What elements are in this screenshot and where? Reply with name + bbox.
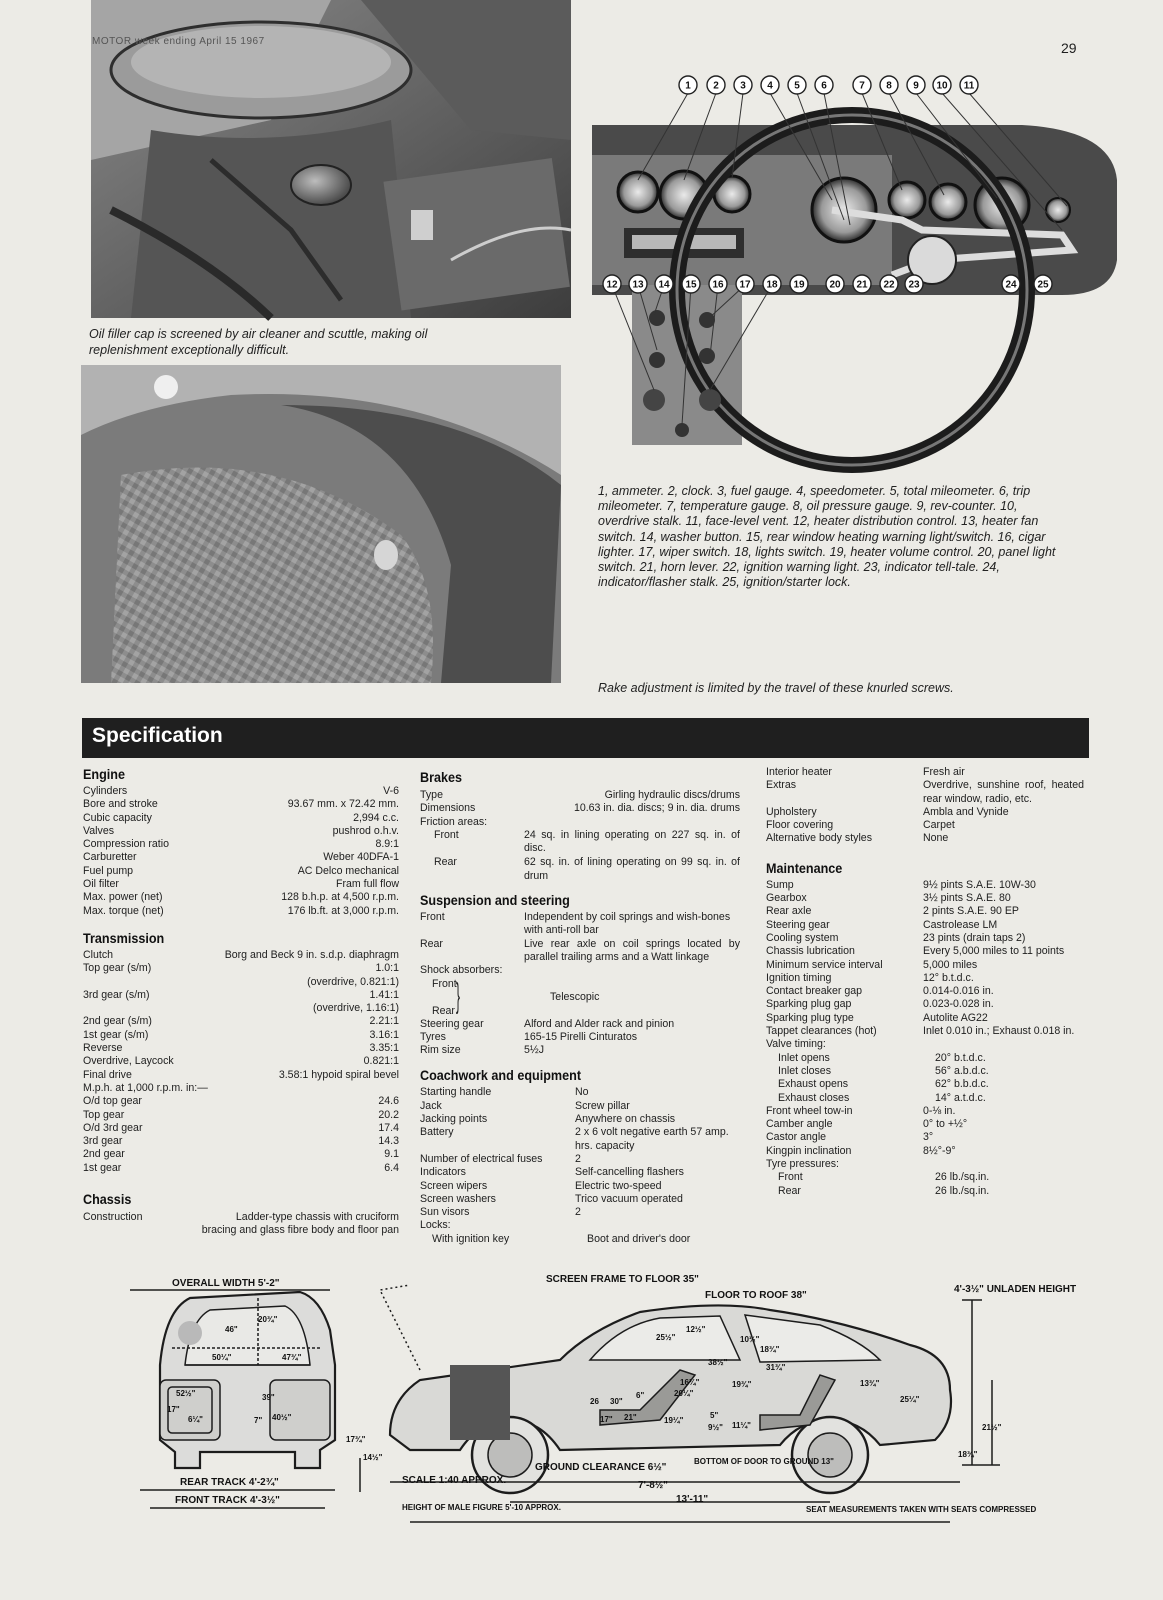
transmission-row: M.p.h. at 1,000 r.p.m. in:— — [83, 1081, 208, 1094]
maintenance-row: Camber angle 0° to +½° — [766, 1118, 968, 1131]
engine-row: Carburetter Weber 40DFA-1 — [83, 851, 399, 864]
transmission-row: 1st gear (s/m) 3.16:1 — [83, 1028, 399, 1041]
svg-text:21: 21 — [856, 279, 868, 291]
coachwork-row: Screen washers Trico vacuum operated — [420, 1192, 683, 1205]
spec-column-3 — [766, 766, 1084, 1198]
svg-text:1: 1 — [685, 80, 691, 92]
coachwork-row: With ignition key Boot and driver's door — [432, 1232, 691, 1245]
suspension-row: Tyres 165-15 Pirelli Cinturatos — [420, 1030, 638, 1043]
svg-text:6": 6" — [636, 1391, 645, 1400]
suspension-row: Steering gear Alford and Alder rack and pinion — [420, 1017, 675, 1030]
maintenance-table — [766, 879, 1084, 1198]
brakes-type-row: Type Girling hydraulic discs/drums — [420, 789, 740, 801]
rake-caption: Rake adjustment is limited by the travel of these knurled screws. — [598, 681, 954, 695]
floor-roof-label: FLOOR TO ROOF 38" — [705, 1290, 807, 1301]
transmission-row: (overdrive, 0.821:1) — [307, 975, 399, 988]
svg-text:19¼": 19¼" — [664, 1416, 684, 1425]
maintenance-row: Inlet opens 20° b.t.d.c. — [778, 1051, 986, 1064]
front-track-label: FRONT TRACK 4'-3½" — [175, 1495, 280, 1506]
transmission-row: Top gear (s/m) 1.0:1 — [83, 962, 399, 975]
engine-table — [83, 785, 399, 918]
chassis-heading: Chassis — [83, 1191, 132, 1208]
length-label: 13'-11" — [676, 1494, 709, 1505]
engine-row: Oil filter Fram full flow — [83, 878, 399, 891]
svg-text:17": 17" — [600, 1415, 613, 1424]
svg-text:30": 30" — [610, 1397, 623, 1406]
svg-text:4'-3½" UNLADEN HEIGHT: 4'-3½" UNLADEN HEIGHT — [954, 1284, 1077, 1295]
suspension-rear-row: Rear Live rear axle on coil springs located by parallel trailing arms and a Watt linkage — [420, 937, 740, 963]
rear-track-label: REAR TRACK 4'-2¾" — [180, 1477, 279, 1488]
coachwork-row: Screen wipers Electric two-speed — [420, 1179, 662, 1192]
maintenance-row: Exhaust opens 62° b.b.d.c. — [778, 1078, 989, 1091]
svg-text:17": 17" — [167, 1405, 180, 1414]
oil-filler-caption: Oil filler cap is screened by air cleaner and scuttle, making oil replenishment exceptionally difficult. — [89, 327, 428, 357]
coachwork-row: Starting handle No — [420, 1086, 589, 1099]
dimension-diagram — [120, 1270, 1077, 1600]
svg-text:24: 24 — [1005, 279, 1017, 291]
svg-text:26: 26 — [590, 1397, 599, 1406]
wheelbase-label: 7'-8½" — [638, 1480, 668, 1491]
svg-text:19¾": 19¾" — [732, 1380, 752, 1389]
svg-text:12½": 12½" — [686, 1325, 706, 1334]
maintenance-row: Rear 26 lb./sq.in. — [778, 1184, 990, 1197]
coachwork-row: Number of electrical fuses 2 — [420, 1152, 581, 1165]
suspension-table — [420, 1018, 740, 1058]
male-figure-note: HEIGHT OF MALE FIGURE 5'-10 APPROX. — [402, 1503, 561, 1512]
maintenance-heading: Maintenance — [766, 859, 843, 876]
rake-adjustment-photo — [81, 365, 561, 683]
svg-text:14: 14 — [658, 279, 670, 291]
engine-row: Cylinders V-6 — [83, 785, 399, 797]
brakes-front-row: Front 24 sq. in lining operating on 227 sq. in. of disc. — [434, 828, 740, 855]
maintenance-row: Inlet closes 56° a.b.d.c. — [778, 1064, 989, 1077]
svg-text:4: 4 — [767, 80, 773, 92]
svg-text:17: 17 — [739, 279, 751, 291]
maintenance-row: Minimum service interval 5,000 miles — [766, 958, 978, 971]
brakes-rear-row: Rear 62 sq. in. of lining operating on 99 sq. in. of drum — [434, 856, 740, 882]
svg-text:20¼": 20¼" — [674, 1389, 694, 1398]
coachwork-row: Locks: — [420, 1219, 451, 1232]
svg-text:9: 9 — [913, 80, 919, 92]
svg-text:21½": 21½" — [982, 1423, 1002, 1432]
svg-text:23: 23 — [908, 279, 920, 291]
svg-text:18¾": 18¾" — [958, 1450, 978, 1459]
svg-text:15: 15 — [685, 279, 697, 291]
svg-text:25: 25 — [1037, 279, 1049, 291]
svg-text:18: 18 — [766, 279, 778, 291]
transmission-row: (overdrive, 1.16:1) — [313, 1002, 399, 1015]
transmission-heading: Transmission — [83, 929, 165, 946]
suspension-heading: Suspension and steering — [420, 892, 570, 909]
transmission-row: 3rd gear 14.3 — [83, 1135, 399, 1148]
engine-row: Bore and stroke 93.67 mm. x 72.42 mm. — [83, 798, 399, 811]
svg-text:17¾": 17¾" — [346, 1435, 366, 1444]
maintenance-row: Valve timing: — [766, 1038, 826, 1051]
svg-text:47¾": 47¾" — [282, 1353, 302, 1362]
running-head: MOTOR week ending April 15 1967 — [92, 36, 265, 47]
svg-text:10½": 10½" — [740, 1335, 760, 1344]
transmission-row: O/d 3rd gear 17.4 — [83, 1121, 399, 1134]
misc-table — [766, 766, 1084, 846]
transmission-row: 1st gear 6.4 — [83, 1161, 399, 1174]
misc-row: Interior heater Fresh air — [766, 766, 965, 778]
maintenance-row: Sump 9½ pints S.A.E. 10W-30 — [766, 878, 1036, 891]
maintenance-row: Rear axle 2 pints S.A.E. 90 EP — [766, 905, 1019, 918]
svg-text:38½": 38½" — [708, 1358, 728, 1367]
svg-text:13¾": 13¾" — [860, 1379, 880, 1388]
suspension-row: Rim size 5½J — [420, 1044, 545, 1057]
maintenance-row: Tappet clearances (hot) Inlet 0.010 in.; Exhaust 0.018 in. — [766, 1025, 1075, 1038]
svg-text:2: 2 — [713, 80, 719, 92]
svg-text:50¼": 50¼" — [212, 1353, 232, 1362]
svg-text:8: 8 — [886, 80, 892, 92]
coachwork-row: Sun visors 2 — [420, 1206, 581, 1219]
svg-text:12: 12 — [606, 279, 618, 291]
engine-row: Max. torque (net) 176 lb.ft. at 3,000 r.p.m. — [83, 904, 399, 917]
page-number: 29 — [1061, 40, 1077, 56]
seat-note: SEAT MEASUREMENTS TAKEN WITH SEATS COMPRESSED — [806, 1505, 1037, 1514]
overall-width-label: OVERALL WIDTH 5'-2" — [172, 1278, 280, 1289]
chassis-construction-row-2: bracing and glass fibre body and floor pan — [201, 1224, 399, 1237]
chassis-construction-row: Construction Ladder-type chassis with cruciform — [83, 1211, 399, 1224]
spec-column-2 — [420, 769, 740, 1246]
svg-text:22: 22 — [883, 279, 895, 291]
svg-text:20: 20 — [829, 279, 841, 291]
transmission-row: 2nd gear 9.1 — [83, 1148, 399, 1161]
svg-text:39": 39" — [262, 1393, 275, 1402]
engine-row: Valves pushrod o.h.v. — [83, 824, 399, 837]
transmission-row: Clutch Borg and Beck 9 in. s.d.p. diaphragm — [83, 948, 399, 961]
svg-text:21": 21" — [624, 1413, 637, 1422]
coachwork-row: Jack Screw pillar — [420, 1099, 630, 1112]
brakes-friction-label: Friction areas: — [420, 815, 488, 828]
maintenance-row: Sparking plug type Autolite AG22 — [766, 1011, 988, 1024]
svg-text:7: 7 — [859, 80, 865, 92]
door-ground-label: BOTTOM OF DOOR TO GROUND 13" — [694, 1457, 834, 1466]
svg-text:46": 46" — [225, 1325, 238, 1334]
maintenance-row: Tyre pressures: — [766, 1158, 840, 1171]
svg-text:14½": 14½" — [363, 1453, 383, 1462]
maintenance-row: Cooling system 23 pints (drain taps 2) — [766, 931, 1026, 944]
svg-text:6¼": 6¼" — [188, 1415, 203, 1424]
maintenance-row: Sparking plug gap 0.023-0.028 in. — [766, 998, 994, 1011]
misc-row: Floor covering Carpet — [766, 819, 955, 832]
svg-text:25¼": 25¼" — [900, 1395, 920, 1404]
maintenance-row: Kingpin inclination 8½°-9° — [766, 1144, 956, 1157]
transmission-row: Overdrive, Laycock 0.821:1 — [83, 1055, 399, 1068]
maintenance-row: Exhaust closes 14° a.t.d.c. — [778, 1091, 986, 1104]
specification-banner — [82, 718, 1089, 758]
ground-clearance-label: GROUND CLEARANCE 6½" — [535, 1462, 667, 1473]
svg-text:13: 13 — [632, 279, 644, 291]
misc-row: Upholstery Ambla and Vynide — [766, 805, 1009, 818]
svg-text:19: 19 — [793, 279, 805, 291]
svg-text:3: 3 — [740, 80, 746, 92]
engine-row: Fuel pump AC Delco mechanical — [83, 864, 399, 877]
svg-text:6: 6 — [821, 80, 827, 92]
suspension-front-row: Front Independent by coil springs and wish-bones with anti-roll bar — [420, 911, 731, 937]
engine-row: Cubic capacity 2,994 c.c. — [83, 811, 399, 824]
misc-row: Extras Overdrive, sunshine roof, heated rear window, radio, etc. — [766, 779, 1084, 805]
svg-text:40½": 40½" — [272, 1413, 292, 1422]
svg-text:11¼": 11¼" — [732, 1421, 751, 1430]
svg-text:10: 10 — [936, 80, 948, 92]
misc-row: Alternative body styles None — [766, 832, 949, 845]
maintenance-row: Front 26 lb./sq.in. — [778, 1171, 990, 1184]
maintenance-row: Contact breaker gap 0.014-0.016 in. — [766, 985, 994, 998]
transmission-table — [83, 949, 399, 1175]
engine-row: Max. power (net) 128 b.h.p. at 4,500 r.p.m. — [83, 891, 399, 904]
brakes-dims-row: Dimensions 10.63 in. dia. discs; 9 in. dia. drums — [420, 802, 740, 815]
svg-text:31¾": 31¾" — [766, 1363, 786, 1372]
svg-text:18¾": 18¾" — [760, 1345, 780, 1354]
coachwork-heading: Coachwork and equipment — [420, 1067, 582, 1084]
brakes-heading: Brakes — [420, 769, 463, 785]
spec-column-1 — [83, 766, 399, 1238]
transmission-row: O/d top gear 24.6 — [83, 1095, 399, 1108]
svg-text:5: 5 — [794, 80, 800, 92]
svg-text:25½": 25½" — [656, 1333, 676, 1342]
specification-title: Specification — [92, 724, 223, 747]
maintenance-row: Ignition timing 12° b.t.d.c. — [766, 971, 974, 984]
transmission-row: Top gear 20.2 — [83, 1108, 399, 1121]
coachwork-table — [420, 1086, 740, 1246]
maintenance-row: Steering gear Castrolease LM — [766, 918, 998, 931]
transmission-row: Reverse 3.35:1 — [83, 1042, 399, 1055]
screen-frame-label: SCREEN FRAME TO FLOOR 35" — [546, 1274, 699, 1285]
engine-heading: Engine — [83, 766, 126, 782]
transmission-row: Final drive 3.58:1 hypoid spiral bevel — [83, 1068, 399, 1081]
maintenance-row: Front wheel tow-in 0-⅛ in. — [766, 1104, 956, 1117]
svg-text:5": 5" — [710, 1411, 719, 1420]
coachwork-row: Jacking points Anywhere on chassis — [420, 1113, 676, 1126]
transmission-row: 2nd gear (s/m) 2.21:1 — [83, 1015, 399, 1028]
svg-text:9½": 9½" — [708, 1423, 723, 1432]
coachwork-row: Battery 2 x 6 volt negative earth 57 amp. hrs. capacity — [420, 1126, 729, 1152]
engine-row: Compression ratio 8.9:1 — [83, 838, 399, 851]
transmission-row: 3rd gear (s/m) 1.41:1 — [83, 988, 399, 1001]
svg-text:20¾": 20¾" — [258, 1315, 278, 1324]
unladen-height-label — [954, 1284, 1076, 1295]
maintenance-row: Castor angle 3° — [766, 1131, 934, 1144]
dashboard-key-caption: 1, ammeter. 2, clock. 3, fuel gauge. 4, speedometer. 5, total mileometer. 6, trip mileometer. 7, temperature gauge. 8, oil pressure gauge. 9, rev-counter. 10, overdrive stalk. 11, face-level vent. 12, heater distribution control. 13, heater fan switch. 14, washer button. 15, rear window heating warning light/switch. 16, cigar lighter. 17, wiper switch. 18, lights switch. 19, heater volume control. 20, panel light switch. 21, horn lever. 22, ignition warning light. 23, indicator tell-tale. 24, indicator/flasher stalk. 25, ignition/starter lock. — [598, 484, 1056, 590]
maintenance-row: Chassis lubrication Every 5,000 miles to 11 points — [766, 945, 1065, 958]
svg-text:52½": 52½" — [176, 1389, 196, 1398]
maintenance-row: Gearbox 3½ pints S.A.E. 80 — [766, 892, 1011, 905]
svg-text:11: 11 — [963, 80, 975, 92]
shock-absorbers-block: Shock absorbers: Front Rear } Telescopic — [420, 964, 600, 1017]
scale-label: SCALE 1:40 APPROX. — [402, 1475, 507, 1486]
svg-text:7": 7" — [254, 1416, 263, 1425]
svg-text:16: 16 — [712, 279, 724, 291]
dashboard-photo — [592, 70, 1132, 472]
svg-text:16¼": 16¼" — [680, 1378, 700, 1387]
coachwork-row: Indicators Self-cancelling flashers — [420, 1166, 684, 1179]
